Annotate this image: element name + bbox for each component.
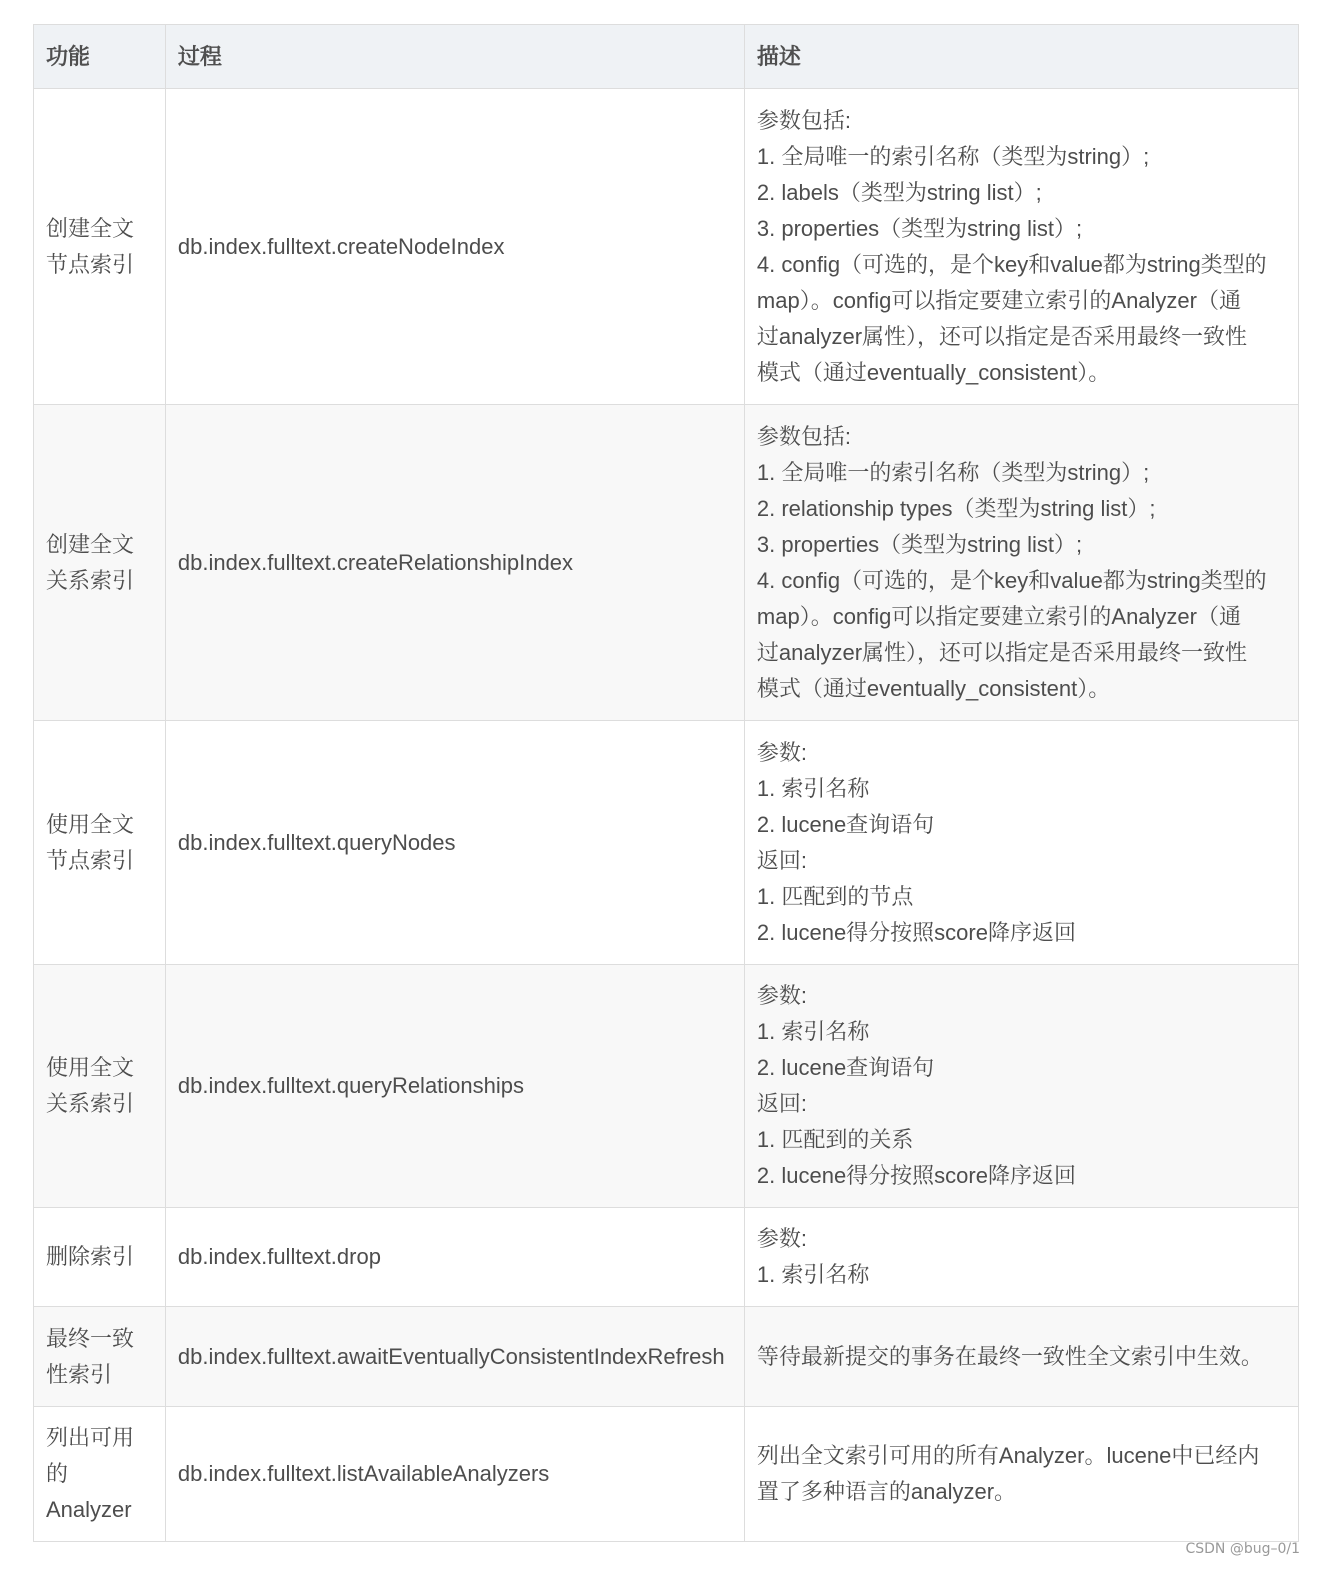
procedure-cell: db.index.fulltext.createRelationshipIndex bbox=[165, 405, 744, 721]
description-line: 返回: bbox=[756, 1091, 808, 1116]
description-line: 过analyzer属性），还可以指定是否采用最终一致性 bbox=[756, 323, 1248, 349]
description-cell bbox=[744, 1407, 1298, 1542]
watermark: CSDN @bug–0/1 bbox=[1185, 1541, 1300, 1557]
description-line: 参数: bbox=[756, 739, 808, 765]
description-line: 模式（通过eventually_consistent）。 bbox=[756, 675, 1111, 701]
procedure-cell: db.index.fulltext.queryRelationships bbox=[165, 965, 744, 1208]
table-row bbox=[34, 1407, 1299, 1542]
description-line: 等待最新提交的事务在最终一致性全文索引中生效。 bbox=[756, 1343, 1263, 1369]
description-line: 过analyzer属性），还可以指定是否采用最终一致性 bbox=[756, 639, 1248, 665]
procedure-cell: db.index.fulltext.awaitEventuallyConsistentIndexRefresh bbox=[165, 1307, 744, 1407]
description-line: 1. 匹配到的关系 bbox=[756, 1127, 914, 1152]
description-line: 2. lucene得分按照score降序返回 bbox=[756, 1163, 1076, 1188]
description-line: 2. lucene查询语句 bbox=[756, 811, 935, 837]
feature-line: 最终一致 bbox=[46, 1325, 135, 1351]
feature-line: 列出可用 bbox=[46, 1425, 135, 1450]
description-line: 参数包括: bbox=[756, 107, 852, 133]
description-line: 3. properties（类型为string list）; bbox=[756, 531, 1083, 557]
table-row bbox=[34, 965, 1299, 1208]
description-line: 4. config（可选的，是个key和value都为string类型的 bbox=[756, 251, 1267, 277]
description-line: 模式（通过eventually_consistent）。 bbox=[756, 359, 1111, 385]
feature-line: 创建全文 bbox=[46, 531, 135, 557]
feature-cell bbox=[34, 1208, 166, 1307]
fulltext-procedures-table bbox=[33, 24, 1299, 1542]
description-line: 1. 索引名称 bbox=[756, 1019, 870, 1044]
table-row bbox=[34, 89, 1299, 405]
feature-line: 关系索引 bbox=[46, 1091, 135, 1116]
description-line: 2. lucene得分按照score降序返回 bbox=[756, 919, 1076, 945]
description-line: map）。config可以指定要建立索引的Analyzer（通 bbox=[756, 603, 1241, 629]
description-line: 参数包括: bbox=[756, 423, 852, 449]
table-row bbox=[34, 405, 1299, 721]
procedure-cell: db.index.fulltext.listAvailableAnalyzers bbox=[165, 1407, 744, 1542]
table-row bbox=[34, 721, 1299, 965]
description-line: 2. relationship types（类型为string list）; bbox=[756, 495, 1156, 521]
description-line: 2. lucene查询语句 bbox=[756, 1055, 935, 1080]
feature-line: 节点索引 bbox=[46, 251, 135, 277]
feature-cell bbox=[34, 1307, 166, 1407]
description-cell bbox=[744, 1307, 1298, 1407]
table-row bbox=[34, 1307, 1299, 1407]
feature-line: 使用全文 bbox=[46, 1055, 135, 1080]
description-line: 4. config（可选的，是个key和value都为string类型的 bbox=[756, 567, 1267, 593]
feature-line: 使用全文 bbox=[46, 811, 135, 837]
description-line: 参数: bbox=[756, 1226, 808, 1251]
description-line: 列出全文索引可用的所有Analyzer。lucene中已经内 bbox=[756, 1443, 1260, 1468]
procedure-cell: db.index.fulltext.drop bbox=[165, 1208, 744, 1307]
feature-cell bbox=[34, 965, 166, 1208]
description-line: 3. properties（类型为string list）; bbox=[756, 215, 1083, 241]
table-row bbox=[34, 1208, 1299, 1307]
feature-cell bbox=[34, 1407, 166, 1542]
description-line: 1. 匹配到的节点 bbox=[756, 883, 914, 909]
description-line: 返回: bbox=[756, 847, 808, 873]
description-line: 1. 索引名称 bbox=[756, 775, 870, 801]
description-line: 置了多种语言的analyzer。 bbox=[756, 1479, 1017, 1504]
description-cell bbox=[744, 721, 1298, 965]
description-cell bbox=[744, 89, 1298, 405]
description-line: 参数: bbox=[756, 983, 808, 1008]
description-line: 1. 全局唯一的索引名称（类型为string）; bbox=[756, 459, 1150, 485]
description-cell bbox=[744, 1208, 1298, 1307]
description-line: map）。config可以指定要建立索引的Analyzer（通 bbox=[756, 287, 1241, 313]
feature-cell bbox=[34, 721, 166, 965]
description-cell bbox=[744, 405, 1298, 721]
feature-line: 的 bbox=[46, 1461, 69, 1486]
description-cell bbox=[744, 965, 1298, 1208]
header-feature: 功能 bbox=[34, 25, 166, 89]
procedure-cell: db.index.fulltext.queryNodes bbox=[165, 721, 744, 965]
description-line: 1. 索引名称 bbox=[756, 1262, 870, 1287]
feature-cell bbox=[34, 89, 166, 405]
feature-line: 删除索引 bbox=[46, 1244, 135, 1269]
feature-cell bbox=[34, 405, 166, 721]
description-line: 1. 全局唯一的索引名称（类型为string）; bbox=[756, 143, 1150, 169]
table-header-row bbox=[34, 25, 1299, 89]
feature-line: Analyzer bbox=[46, 1497, 132, 1522]
header-description: 描述 bbox=[744, 25, 1298, 89]
feature-line: 性索引 bbox=[46, 1361, 113, 1387]
procedure-cell: db.index.fulltext.createNodeIndex bbox=[165, 89, 744, 405]
feature-line: 关系索引 bbox=[46, 567, 135, 593]
feature-line: 创建全文 bbox=[46, 215, 135, 241]
feature-line: 节点索引 bbox=[46, 847, 135, 873]
description-line: 2. labels（类型为string list）; bbox=[756, 179, 1042, 205]
header-procedure: 过程 bbox=[165, 25, 744, 89]
